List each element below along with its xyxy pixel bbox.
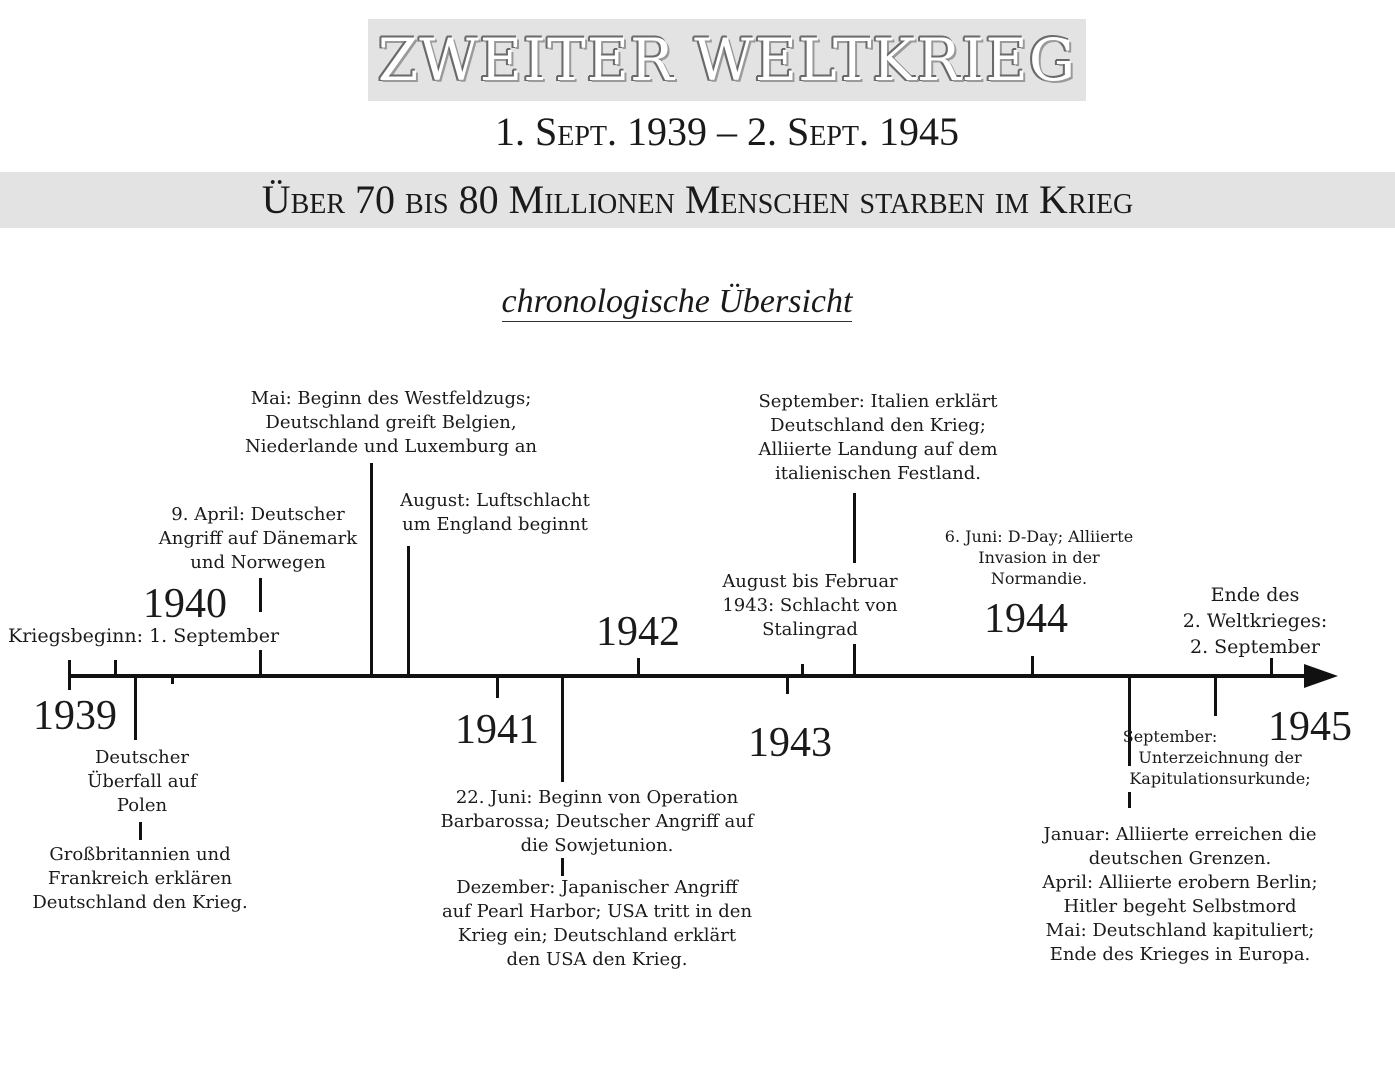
tick-1944 bbox=[1031, 656, 1034, 676]
event-line: 22. Juni: Beginn von Operation bbox=[455, 787, 739, 808]
event-sep45 bbox=[1110, 726, 1330, 789]
connector-juni41 bbox=[561, 676, 564, 782]
year-1945: 1945 bbox=[1268, 704, 1352, 750]
year-1939: 1939 bbox=[33, 693, 117, 739]
event-aug40 bbox=[385, 489, 605, 537]
connector-polen bbox=[134, 676, 137, 740]
event-line: Unterzeichnung der bbox=[1138, 748, 1302, 767]
event-line: Mai: Deutschland kapituliert; bbox=[1045, 920, 1315, 941]
section-subtitle bbox=[377, 283, 977, 321]
event-line: Dezember: Japanischer Angriff bbox=[456, 877, 738, 898]
event-line: Hitler begeht Selbstmord bbox=[1063, 896, 1297, 917]
event-line: Normandie. bbox=[990, 569, 1088, 588]
event-line: Frankreich erklären bbox=[47, 868, 233, 889]
event-line: 9. April: Deutscher bbox=[171, 504, 345, 525]
year-1943: 1943 bbox=[748, 720, 832, 766]
subtitle-text: chronologische Übersicht bbox=[501, 283, 853, 320]
event-line: Polen bbox=[116, 795, 168, 816]
event-1945-overview bbox=[1020, 823, 1340, 967]
event-ende bbox=[1165, 582, 1345, 660]
event-polen bbox=[42, 746, 242, 818]
connector-dez41 bbox=[561, 858, 564, 876]
event-line: 2. September bbox=[1190, 636, 1320, 658]
event-kriegsbeginn: Kriegsbeginn: 1. September bbox=[8, 625, 280, 647]
tick-1942 bbox=[637, 658, 640, 676]
year-1942: 1942 bbox=[596, 609, 680, 655]
tick-kriegsbeginn bbox=[114, 660, 117, 676]
event-dez41 bbox=[417, 876, 777, 972]
event-line: Stalingrad bbox=[762, 619, 858, 640]
event-line: September: bbox=[1122, 727, 1218, 746]
war-dates: 1. Sept. 1939 – 2. Sept. 1945 bbox=[494, 109, 960, 154]
event-line: September: Italien erklärt bbox=[758, 391, 998, 412]
event-dday bbox=[934, 526, 1144, 589]
year-1940: 1940 bbox=[143, 581, 227, 627]
event-line: Angriff auf Dänemark bbox=[158, 528, 358, 549]
connector-1945-lower bbox=[1128, 792, 1131, 808]
event-line: Deutschland den Krieg; bbox=[770, 415, 986, 436]
event-line: und Norwegen bbox=[190, 552, 326, 573]
event-line: Überfall auf bbox=[87, 771, 197, 792]
event-line: Krieg ein; Deutschland erklärt bbox=[457, 925, 737, 946]
event-line: Niederlande und Luxemburg an bbox=[244, 436, 538, 457]
event-line: April: Alliierte erobern Berlin; bbox=[1042, 872, 1318, 893]
event-line: 6. Juni: D-Day; Alliierte bbox=[944, 527, 1134, 546]
event-juni41 bbox=[417, 786, 777, 858]
event-line: Deutscher bbox=[94, 747, 190, 768]
tick-sep43 bbox=[853, 644, 856, 676]
event-line: Alliierte Landung auf dem bbox=[758, 439, 998, 460]
event-line: Kapitulationsurkunde; bbox=[1129, 769, 1311, 788]
event-line: den USA den Krieg. bbox=[506, 949, 688, 970]
event-line: Großbritannien und bbox=[49, 844, 231, 865]
event-line: August: Luftschlacht bbox=[400, 490, 590, 511]
connector-aug40 bbox=[407, 546, 410, 676]
event-line: die Sowjetunion. bbox=[520, 835, 674, 856]
timeline-axis bbox=[69, 674, 1309, 678]
year-1941: 1941 bbox=[455, 707, 539, 753]
event-gb-fr bbox=[10, 843, 270, 915]
event-line: August bis Februar bbox=[722, 571, 898, 592]
event-line: Deutschland greift Belgien, bbox=[265, 412, 517, 433]
tick-april40 bbox=[259, 650, 262, 676]
event-line: Ende des Krieges in Europa. bbox=[1049, 944, 1311, 965]
page-title: ZWEITER WELTKRIEG bbox=[377, 26, 1077, 94]
event-line: italienischen Festland. bbox=[774, 463, 982, 484]
tick-stalingrad bbox=[801, 664, 804, 676]
year-1944: 1944 bbox=[984, 596, 1068, 642]
event-line: Barbarossa; Deutscher Angriff auf bbox=[440, 811, 754, 832]
event-mai40 bbox=[215, 387, 567, 459]
event-line: deutschen Grenzen. bbox=[1088, 848, 1272, 869]
timeline-arrowhead bbox=[1304, 664, 1338, 688]
event-sep43 bbox=[733, 390, 1023, 486]
casualties-banner: Über 70 bis 80 Millionen Menschen starben im Krieg bbox=[261, 177, 1134, 222]
tick-small bbox=[171, 676, 174, 684]
event-line: 1943: Schlacht von bbox=[722, 595, 898, 616]
connector-gb-fr bbox=[139, 822, 142, 840]
event-stalingrad bbox=[700, 570, 920, 642]
tick-1941 bbox=[496, 676, 499, 698]
event-line: Invasion in der bbox=[978, 548, 1100, 567]
connector-april40 bbox=[259, 578, 262, 612]
event-line: Mai: Beginn des Westfeldzugs; bbox=[250, 388, 532, 409]
event-line: Deutschland den Krieg. bbox=[32, 892, 248, 913]
event-april40 bbox=[138, 503, 378, 575]
connector-sep45 bbox=[1214, 676, 1217, 716]
tick-ende bbox=[1270, 658, 1273, 676]
event-line: 2. Weltkrieges: bbox=[1182, 610, 1328, 632]
tick-1943 bbox=[786, 676, 789, 694]
event-line: Ende des bbox=[1210, 584, 1300, 606]
connector-sep43 bbox=[853, 493, 856, 563]
event-line: Januar: Alliierte erreichen die bbox=[1043, 824, 1317, 845]
tick-1939 bbox=[68, 660, 71, 690]
event-line: um England beginnt bbox=[402, 514, 588, 535]
event-line: auf Pearl Harbor; USA tritt in den bbox=[441, 901, 753, 922]
